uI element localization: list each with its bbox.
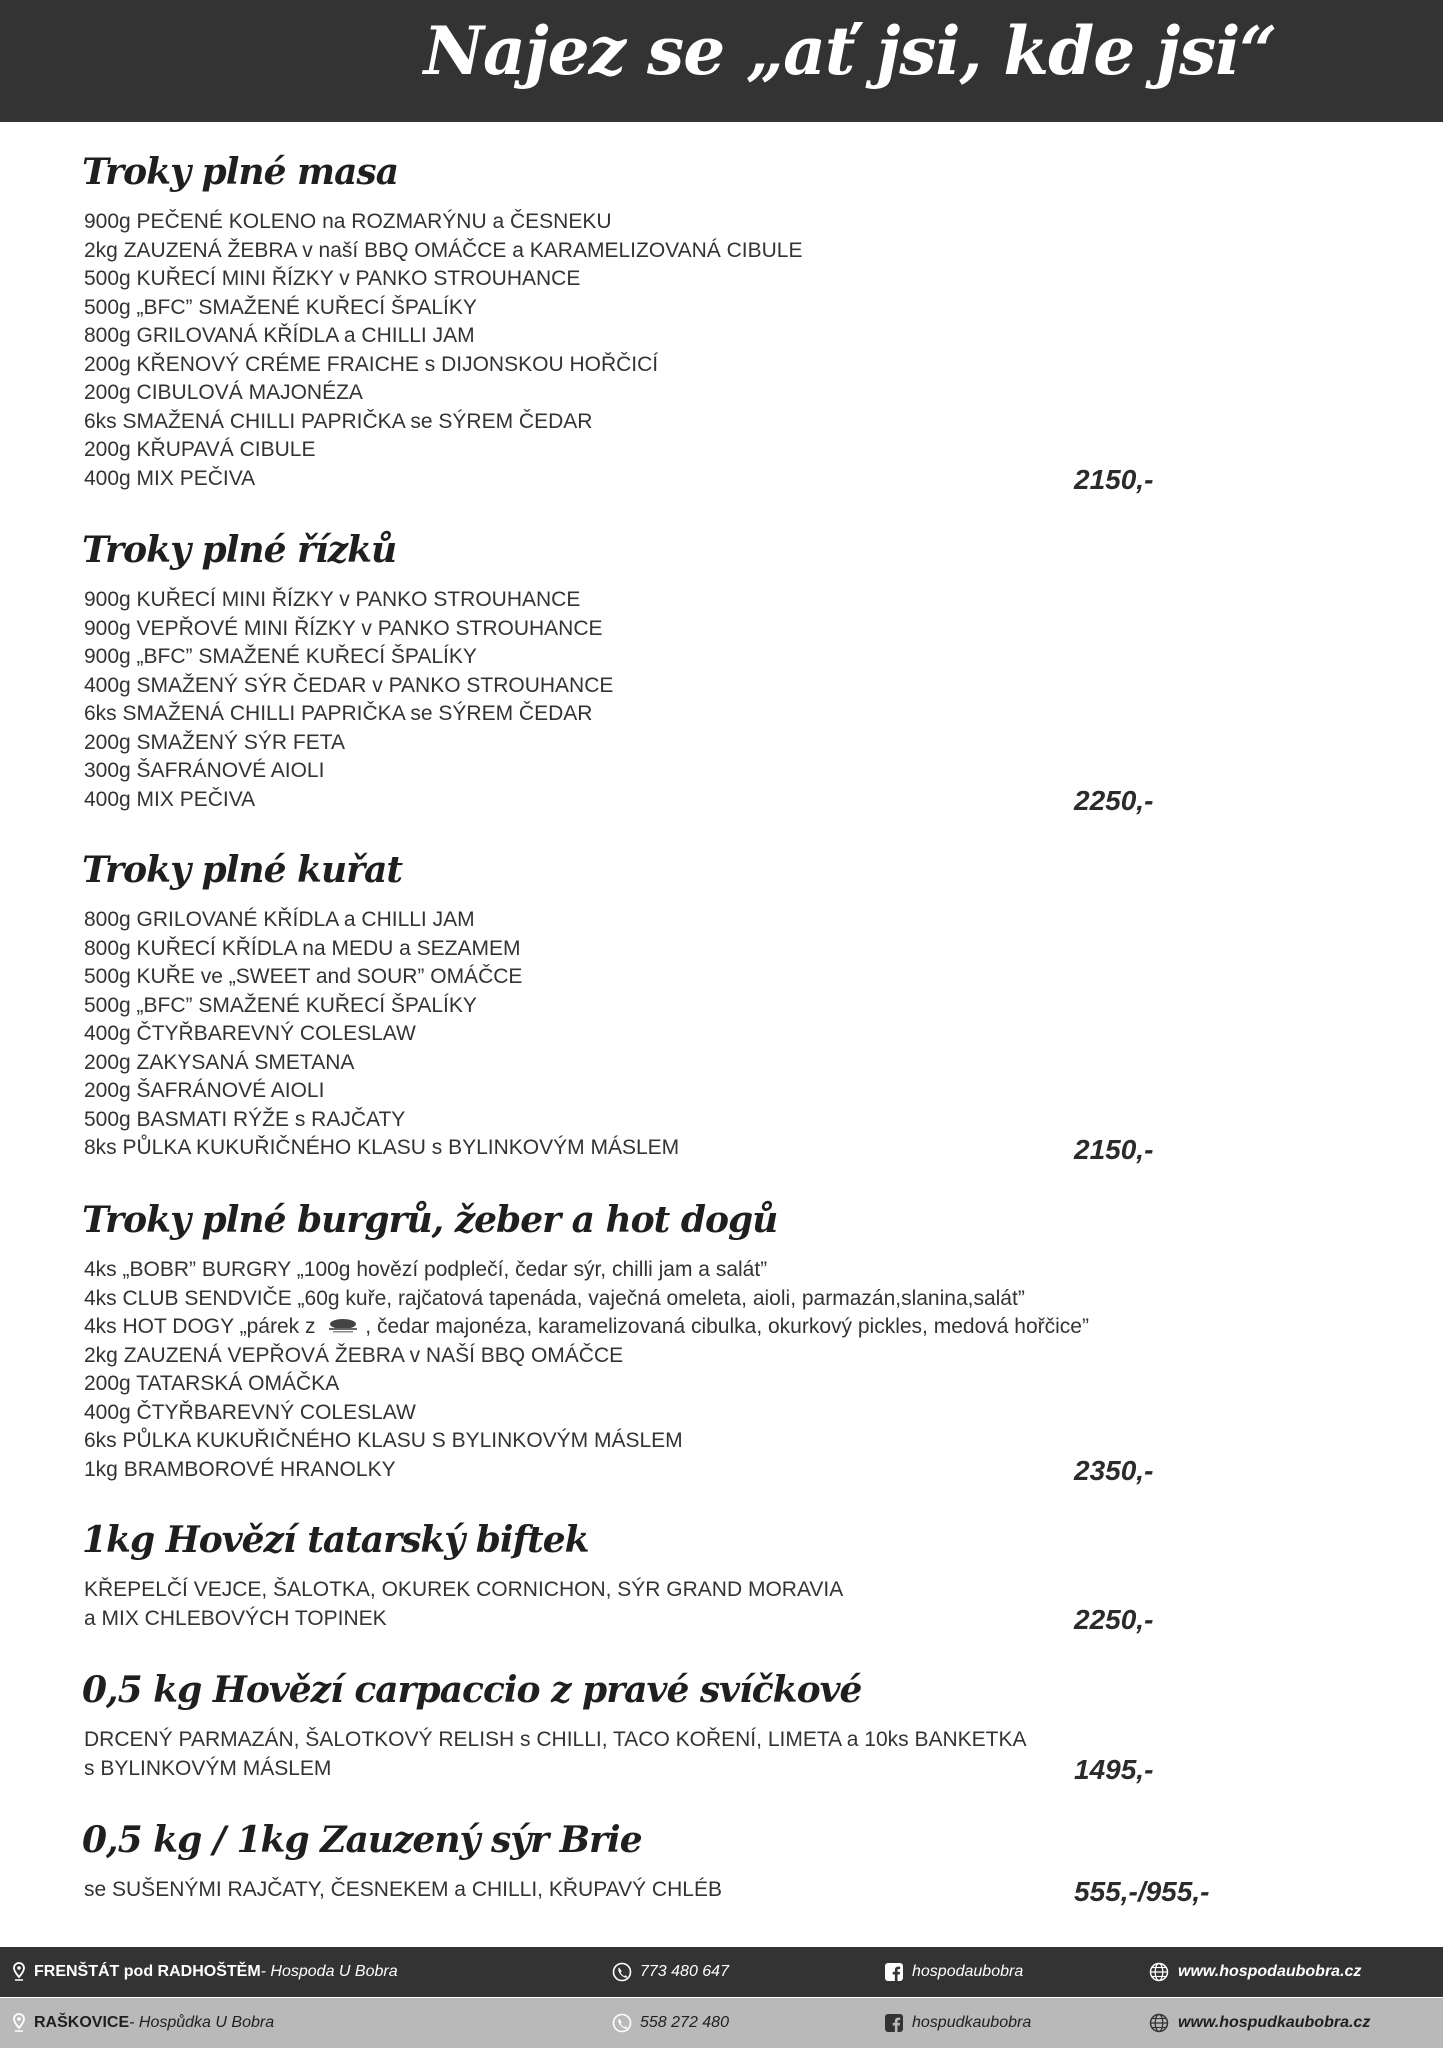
footer-phone[interactable]: [612, 1962, 729, 1982]
menu-item: 6ks PŮLKA KUKUŘIČNÉHO KLASU S BYLINKOVÝM MÁSLEM: [84, 1429, 683, 1452]
menu-section: [84, 1668, 1234, 1783]
menu-item: 4ks „BOBR” BURGRY „100g hovězí podplečí, čedar sýr, chilli jam a salát”: [84, 1258, 768, 1281]
menu-item: 900g KUŘECÍ MINI ŘÍZKY v PANKO STROUHANCE: [84, 588, 581, 611]
footer-facebook[interactable]: [884, 2013, 1031, 2033]
footer-facebook-handle: hospodaubobra: [912, 1963, 1024, 1980]
menu-item: 200g KŘENOVÝ CRÉME FRAICHE s DIJONSKOU HOŘČICÍ: [84, 352, 659, 376]
globe-icon: [1148, 1962, 1170, 1982]
item-list: [84, 586, 1234, 814]
menu-item: 400g ČTYŘBAREVNÝ COLESLAW: [84, 1400, 416, 1424]
menu-item: 6ks SMAŽENÁ CHILLI PAPRIČKA se SÝREM ČEDAR: [84, 702, 593, 725]
item-list: [84, 1256, 1234, 1484]
footer-web-url: www.hospudkaubobra.cz: [1178, 2014, 1371, 2031]
section-title: Troky plné řízků: [82, 529, 397, 571]
menu-item: 800g GRILOVANÁ KŘÍDLA a CHILLI JAM: [84, 324, 475, 347]
section-title: 0,5 kg Hovězí carpaccio z pravé svíčkové: [82, 1669, 862, 1711]
footer-location-bold: RAŠKOVICE: [34, 2014, 130, 2031]
menu-section: [84, 848, 1234, 1163]
footer-row-raskovice: [0, 1998, 1443, 2048]
footer-phone[interactable]: [612, 2013, 729, 2033]
price-label: 2250,-: [1074, 1604, 1154, 1635]
globe-icon: [1148, 2013, 1170, 2033]
facebook-icon: [884, 1962, 904, 1982]
menu-item: DRCENÝ PARMAZÁN, ŠALOTKOVÝ RELISH s CHILLI, TACO KOŘENÍ, LIMETA a 10ks BANKETKA: [84, 1728, 1027, 1751]
price-label: 2350,-: [1074, 1455, 1154, 1486]
menu-item: 2kg ZAUZENÁ VEPŘOVÁ ŽEBRA v NAŠÍ BBQ OMÁČCE: [84, 1343, 624, 1367]
footer-web[interactable]: [1148, 2013, 1370, 2033]
menu-item: 500g KUŘECÍ MINI ŘÍZKY v PANKO STROUHANCE: [84, 267, 581, 290]
menu-section: [84, 1818, 1234, 1905]
menu-section: [84, 528, 1234, 814]
item-list: [84, 208, 1234, 493]
facebook-icon: [884, 2013, 904, 2033]
phone-icon: [612, 1962, 632, 1982]
menu-item: [84, 1313, 1234, 1342]
footer-web-url: www.hospodaubobra.cz: [1178, 1963, 1362, 1980]
menu-section: [84, 150, 1234, 493]
location-pin-icon: [12, 2013, 26, 2033]
menu-item: 200g KŘUPAVÁ CIBULE: [84, 438, 316, 461]
footer-location-rest: - Hospoda U Bobra: [260, 1963, 398, 1980]
header-band: [0, 0, 1443, 122]
section-title: Troky plné masa: [82, 151, 399, 193]
footer-location: [12, 1962, 398, 1982]
footer-location-rest: - Hospůdka U Bobra: [129, 2014, 275, 2031]
menu-item: 200g CIBULOVÁ MAJONÉZA: [84, 381, 363, 404]
footer-facebook-handle: hospudkaubobra: [912, 2014, 1032, 2031]
menu-item: 6ks SMAŽENÁ CHILLI PAPRIČKA se SÝREM ČEDAR: [84, 409, 593, 433]
phone-icon: [612, 2013, 632, 2033]
footer-row-frenstat: [0, 1947, 1443, 1997]
section-title: 1kg Hovězí tatarský biftek: [82, 1519, 589, 1561]
menu-item: 800g GRILOVANÉ KŘÍDLA a CHILLI JAM: [84, 908, 475, 931]
menu-item: 400g ČTYŘBAREVNÝ COLESLAW: [84, 1022, 416, 1045]
page-title: Najez se „ať jsi, kde jsi“: [423, 12, 1277, 90]
menu-item: 500g BASMATI RÝŽE s RAJČATY: [84, 1107, 406, 1131]
menu-section: [84, 1518, 1234, 1633]
menu-item: KŘEPELČÍ VEJCE, ŠALOTKA, OKUREK CORNICHON, SÝR GRAND MORAVIA: [84, 1578, 844, 1601]
menu-item: 400g MIX PEČIVA: [84, 787, 256, 811]
footer-facebook[interactable]: [884, 1962, 1023, 1982]
menu-item-text: 4ks HOT DOGY „párek z: [84, 1315, 322, 1338]
section-title: Troky plné burgrů, žeber a hot dogů: [82, 1199, 778, 1241]
item-list: [84, 1576, 1234, 1633]
item-list: [84, 906, 1234, 1163]
menu-item: a MIX CHLEBOVÝCH TOPINEK: [84, 1606, 387, 1630]
menu-section: [84, 1198, 1234, 1484]
menu-item: 500g „BFC” SMAŽENÉ KUŘECÍ ŠPALÍKY: [84, 295, 477, 319]
menu-item: 300g ŠAFRÁNOVÉ AIOLI: [84, 759, 325, 782]
menu-item: 1kg BRAMBOROVÉ HRANOLKY: [84, 1457, 396, 1481]
menu-item: 400g SMAŽENÝ SÝR ČEDAR v PANKO STROUHANCE: [84, 673, 614, 697]
menu-item: 500g KUŘE ve „SWEET and SOUR” OMÁČCE: [84, 965, 523, 988]
item-list: [84, 1876, 1234, 1905]
menu-item: 800g KUŘECÍ KŘÍDLA na MEDU a SEZAMEM: [84, 936, 521, 960]
menu-item: 400g MIX PEČIVA: [84, 466, 256, 490]
footer-location-bold: FRENŠTÁT pod RADHOŠTĚM: [34, 1963, 261, 1980]
menu-item: 200g SMAŽENÝ SÝR FETA: [84, 730, 346, 754]
location-pin-icon: [12, 1962, 26, 1982]
footer-location: [12, 2013, 274, 2033]
menu-item: se SUŠENÝMI RAJČATY, ČESNEKEM a CHILLI, KŘUPAVÝ CHLÉB: [84, 1878, 722, 1901]
menu-item: 2kg ZAUZENÁ ŽEBRA v naší BBQ OMÁČCE a KARAMELIZOVANÁ CIBULE: [84, 238, 803, 262]
butcher-logo-icon: [323, 1317, 363, 1335]
menu-item: 200g TATARSKÁ OMÁČKA: [84, 1372, 340, 1395]
footer-phone-number: 773 480 647: [640, 1963, 729, 1980]
footer-web[interactable]: [1148, 1962, 1361, 1982]
price-label: 2250,-: [1074, 785, 1154, 816]
price-label: 2150,-: [1074, 1133, 1154, 1165]
item-list: [84, 1726, 1234, 1783]
section-title: Troky plné kuřat: [82, 849, 403, 891]
menu-item: 200g ŠAFRÁNOVÉ AIOLI: [84, 1079, 325, 1102]
price-label: 555,-/955,-: [1074, 1875, 1210, 1907]
menu-item: 8ks PŮLKA KUKUŘIČNÉHO KLASU s BYLINKOVÝM MÁSLEM: [84, 1136, 680, 1159]
menu-item: 900g VEPŘOVÉ MINI ŘÍZKY v PANKO STROUHANCE: [84, 616, 603, 640]
section-title: 0,5 kg / 1kg Zauzený sýr Brie: [82, 1819, 642, 1861]
price-label: 1495,-: [1074, 1754, 1154, 1785]
footer-phone-number: 558 272 480: [640, 2014, 729, 2031]
menu-item: 4ks CLUB SENDVIČE „60g kuře, rajčatová tapenáda, vaječná omeleta, aioli, parmazán,slanina,salát”: [84, 1286, 1025, 1310]
menu-item: s BYLINKOVÝM MÁSLEM: [84, 1756, 332, 1780]
menu-item: 500g „BFC” SMAŽENÉ KUŘECÍ ŠPALÍKY: [84, 993, 477, 1017]
price-label: 2150,-: [1074, 464, 1154, 495]
menu-item: 900g PEČENÉ KOLENO na ROZMARÝNU a ČESNEKU: [84, 210, 612, 233]
menu-item: 900g „BFC” SMAŽENÉ KUŘECÍ ŠPALÍKY: [84, 645, 477, 668]
menu-item: 200g ZAKYSANÁ SMETANA: [84, 1050, 355, 1074]
menu-item-text: , čedar majonéza, karamelizovaná cibulka, okurkový pickles, medová hořčice”: [365, 1315, 1089, 1338]
